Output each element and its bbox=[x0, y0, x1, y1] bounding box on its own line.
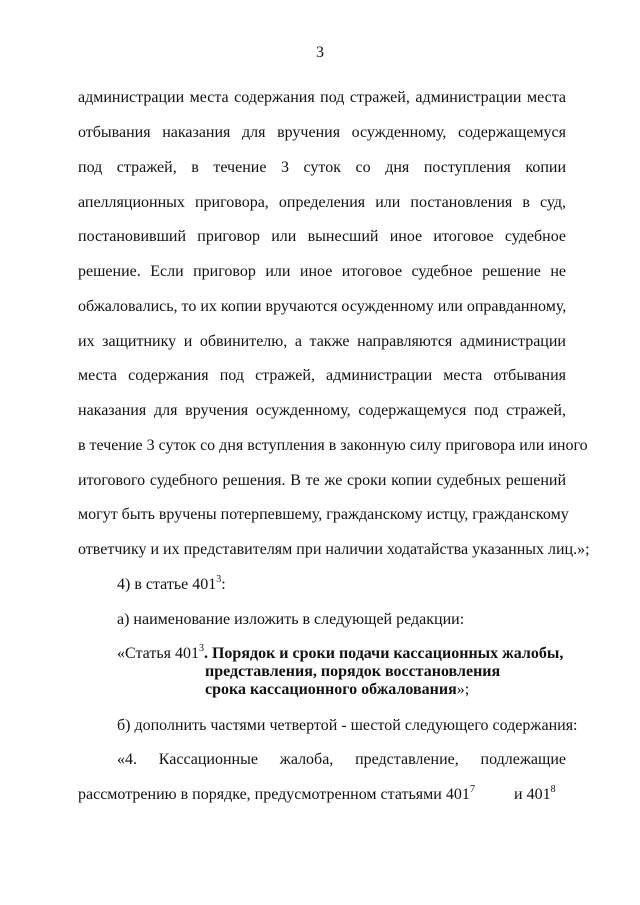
part4-line2-sup: 7 bbox=[470, 784, 475, 795]
article-title-line2: представления, порядок восстановления bbox=[205, 663, 501, 680]
item-b: б) дополнить частями четвертой - шестой следующего содержания: bbox=[117, 717, 578, 734]
article-title-line3: срока кассационного обжалования»; bbox=[205, 681, 470, 698]
item-4: 4) в статье $401^3$: bbox=[117, 574, 226, 593]
body-line: отбывания наказания для вручения осужденному, содержащемуся bbox=[78, 124, 566, 141]
body-line: ответчику и их представителям при наличии ходатайства указанных лиц.»; bbox=[78, 541, 590, 558]
item-a: а) наименование изложить в следующей редакции: bbox=[117, 611, 465, 628]
part4-line2-end: и $401^8$ bbox=[514, 784, 556, 803]
body-line: постановивший приговор или вынесший иное итоговое судебное bbox=[78, 228, 566, 245]
part4-line2: рассмотрению в порядке, предусмотренном статьями 401 bbox=[78, 786, 470, 803]
body-line: под стражей, в течение 3 суток со дня поступления копии bbox=[78, 159, 566, 176]
body-line: в течение 3 суток со дня вступления в законную силу приговора или иного bbox=[78, 437, 588, 454]
body-line: места содержания под стражей, администрации места отбывания bbox=[78, 367, 566, 384]
body-line: их защитнику и обвинителю, а также направляются администрации bbox=[78, 333, 566, 350]
body-line: администрации места содержания под стражей, администрации места bbox=[78, 89, 566, 106]
article-title: «Статья $401^3$. Порядок и сроки подачи кассационных жалобы, bbox=[117, 643, 564, 662]
body-line: решение. Если приговор или иное итоговое судебное решение не bbox=[78, 263, 566, 280]
body-line: наказания для вручения осужденному, содержащемуся под стражей, bbox=[78, 402, 566, 419]
body-line: апелляционных приговора, определения или постановления в суд, bbox=[78, 194, 566, 211]
body-line: обжаловались, то их копии вручаются осужденному или оправданному, bbox=[78, 298, 567, 315]
page-number: 3 bbox=[316, 44, 324, 61]
body-line: итогового судебного решения. В те же сроки копии судебных решений bbox=[78, 472, 566, 489]
body-line: могут быть вручены потерпевшему, гражданскому истцу, гражданскому bbox=[78, 506, 569, 523]
part4-line1: «4. Кассационные жалоба, представление, подлежащие bbox=[117, 751, 566, 768]
